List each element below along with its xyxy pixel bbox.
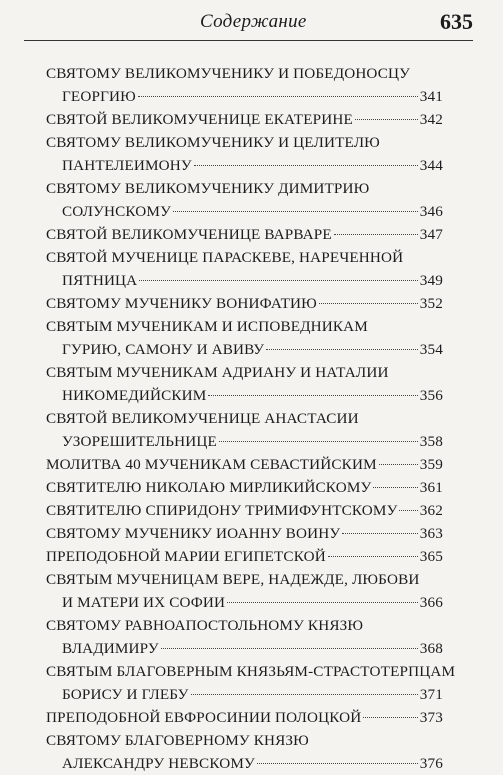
toc-entry (46, 361, 443, 407)
dot-leader (219, 441, 418, 442)
toc-entry-page: 362 (419, 502, 443, 519)
header-rule (24, 40, 473, 41)
toc-entry (46, 614, 443, 660)
toc-entry-title: И МАТЕРИ ИХ СОФИИ (62, 594, 226, 611)
toc-entry-page: 341 (419, 88, 443, 105)
dot-leader (191, 694, 418, 695)
toc-entry-title-line: СВЯТОЙ ВЕЛИКОМУЧЕНИЦЕ АНАСТАСИИ (46, 410, 359, 427)
toc-entry (46, 315, 443, 361)
toc-entry-last-line (46, 752, 443, 775)
toc-entry-title: БОРИСУ И ГЛЕБУ (62, 686, 189, 703)
toc-entry-last-line (46, 154, 443, 177)
toc-entry-last-line (46, 223, 443, 246)
toc-entry-page: 376 (419, 755, 443, 772)
toc-entry-last-line (46, 476, 443, 499)
toc-entry-title: МОЛИТВА 40 МУЧЕНИКАМ СЕВАСТИЙСКИМ (46, 456, 377, 473)
toc-entry-last-line (46, 85, 443, 108)
toc-entry-last-line (46, 200, 443, 223)
toc-entry-title: ГЕОРГИЮ (62, 88, 136, 105)
dot-leader (334, 234, 418, 235)
toc-entry-title: АЛЕКСАНДРУ НЕВСКОМУ (62, 755, 255, 772)
toc-entry-page: 346 (419, 203, 443, 220)
toc-entry-page: 366 (419, 594, 443, 611)
toc-entry (46, 545, 443, 568)
dot-leader (173, 211, 418, 212)
toc-entry-last-line (46, 108, 443, 131)
dot-leader (328, 556, 418, 557)
toc-entry-title: ПРЕПОДОБНОЙ ЕВФРОСИНИИ ПОЛОЦКОЙ (46, 709, 362, 726)
toc-entry-last-line (46, 453, 443, 476)
toc-entry-last-line (46, 683, 443, 706)
dot-leader (266, 349, 418, 350)
toc-entry (46, 499, 443, 522)
toc-entry-page: 344 (419, 157, 443, 174)
toc-entry-page: 361 (419, 479, 443, 496)
toc-entry-page: 349 (419, 272, 443, 289)
toc-entry-title: СВЯТОЙ ВЕЛИКОМУЧЕНИЦЕ ЕКАТЕРИНЕ (46, 111, 353, 128)
dot-leader (257, 763, 418, 764)
toc-entry-title-line: СВЯТОМУ ВЕЛИКОМУЧЕНИКУ И ЦЕЛИТЕЛЮ (46, 134, 380, 151)
toc-entry-title: СОЛУНСКОМУ (62, 203, 171, 220)
toc-entry-page: 373 (419, 709, 443, 726)
toc-entry (46, 568, 443, 614)
toc-entry-title-line: СВЯТЫМ МУЧЕНИЦАМ ВЕРЕ, НАДЕЖДЕ, ЛЮБОВИ (46, 571, 420, 588)
toc-entry-title: СВЯТИТЕЛЮ СПИРИДОНУ ТРИМИФУНТСКОМУ (46, 502, 398, 519)
toc-entry-title: ПРЕПОДОБНОЙ МАРИИ ЕГИПЕТСКОЙ (46, 548, 326, 565)
toc-entry-title: СВЯТИТЕЛЮ НИКОЛАЮ МИРЛИКИЙСКОМУ (46, 479, 372, 496)
toc-entry-title: ПАНТЕЛЕИМОНУ (62, 157, 192, 174)
toc-entry-title-line: СВЯТЫМ МУЧЕНИКАМ И ИСПОВЕДНИКАМ (46, 318, 368, 335)
toc-entry-page: 342 (419, 111, 443, 128)
toc-entry-last-line (46, 292, 443, 315)
dot-leader (208, 395, 417, 396)
toc-entry-page: 363 (419, 525, 443, 542)
toc-entry-title: ВЛАДИМИРУ (62, 640, 159, 657)
toc-entry-last-line (46, 430, 443, 453)
toc-entry-last-line (46, 522, 443, 545)
toc-entry-title: СВЯТОМУ МУЧЕНИКУ ИОАННУ ВОИНУ (46, 525, 341, 542)
toc-entry-last-line (46, 384, 443, 407)
toc-entry-last-line (46, 706, 443, 729)
toc-entry-title-line: СВЯТЫМ МУЧЕНИКАМ АДРИАНУ И НАТАЛИИ (46, 364, 389, 381)
dot-leader (227, 602, 418, 603)
dot-leader (363, 717, 417, 718)
toc-entry-title: НИКОМЕДИЙСКИМ (62, 387, 207, 404)
toc-entry-title-line: СВЯТОЙ МУЧЕНИЦЕ ПАРАСКЕВЕ, НАРЕЧЕННОЙ (46, 249, 404, 266)
toc-entry (46, 522, 443, 545)
toc-entry (46, 108, 443, 131)
toc-entry (46, 62, 443, 108)
toc-entry (46, 131, 443, 177)
dot-leader (379, 464, 418, 465)
toc-entry (46, 453, 443, 476)
toc-entry (46, 660, 456, 706)
toc-entry-title: СВЯТОМУ МУЧЕНИКУ ВОНИФАТИЮ (46, 295, 317, 312)
toc-entry-title: ГУРИЮ, САМОНУ И АВИВУ (62, 341, 265, 358)
toc-entry-title-line: СВЯТОМУ ВЕЛИКОМУЧЕНИКУ ДИМИТРИЮ (46, 180, 370, 197)
page-header (24, 6, 473, 36)
dot-leader (373, 487, 417, 488)
toc-entry-last-line (46, 637, 443, 660)
toc-entry-title: УЗОРЕШИТЕЛЬНИЦЕ (62, 433, 217, 450)
toc-entry-title-line: СВЯТОМУ БЛАГОВЕРНОМУ КНЯЗЮ (46, 732, 309, 749)
toc-entry-title-line: СВЯТОМУ РАВНОАПОСТОЛЬНОМУ КНЯЗЮ (46, 617, 364, 634)
toc-entry-page: 354 (419, 341, 443, 358)
dot-leader (399, 510, 417, 511)
toc-entry-last-line (46, 545, 443, 568)
toc-entry-last-line (46, 338, 443, 361)
toc-entry (46, 706, 443, 729)
dot-leader (342, 533, 418, 534)
running-title: Содержание (200, 11, 307, 32)
toc-entry-last-line (46, 499, 443, 522)
toc-entry-page: 347 (419, 226, 443, 243)
toc-entry (46, 292, 443, 315)
toc-entry-page: 359 (419, 456, 443, 473)
toc-entry (46, 476, 443, 499)
toc-entry-page: 356 (419, 387, 443, 404)
dot-leader (319, 303, 418, 304)
toc-entry-title-line: СВЯТОМУ ВЕЛИКОМУЧЕНИКУ И ПОБЕДОНОСЦУ (46, 65, 411, 82)
toc-entry-page: 368 (419, 640, 443, 657)
toc-entry-page: 352 (419, 295, 443, 312)
dot-leader (161, 648, 418, 649)
toc-entry (46, 729, 443, 775)
toc-entry-page: 358 (419, 433, 443, 450)
toc-entry-title-line: СВЯТЫМ БЛАГОВЕРНЫМ КНЯЗЬЯМ-СТРАСТОТЕРПЦАМ (46, 663, 456, 680)
dot-leader (355, 119, 418, 120)
toc-entry-last-line (46, 591, 443, 614)
toc-entry (46, 407, 443, 453)
toc-entry (46, 177, 443, 223)
toc-entry-page: 365 (419, 548, 443, 565)
dot-leader (138, 96, 418, 97)
toc-entry-title: ПЯТНИЦА (62, 272, 138, 289)
toc-entry-title: СВЯТОЙ ВЕЛИКОМУЧЕНИЦЕ ВАРВАРЕ (46, 226, 332, 243)
page-number: 635 (440, 9, 473, 34)
toc-entry (46, 246, 443, 292)
dot-leader (139, 280, 417, 281)
toc-entry (46, 223, 443, 246)
toc-entry-page: 371 (419, 686, 443, 703)
toc-entry-last-line (46, 269, 443, 292)
dot-leader (194, 165, 418, 166)
